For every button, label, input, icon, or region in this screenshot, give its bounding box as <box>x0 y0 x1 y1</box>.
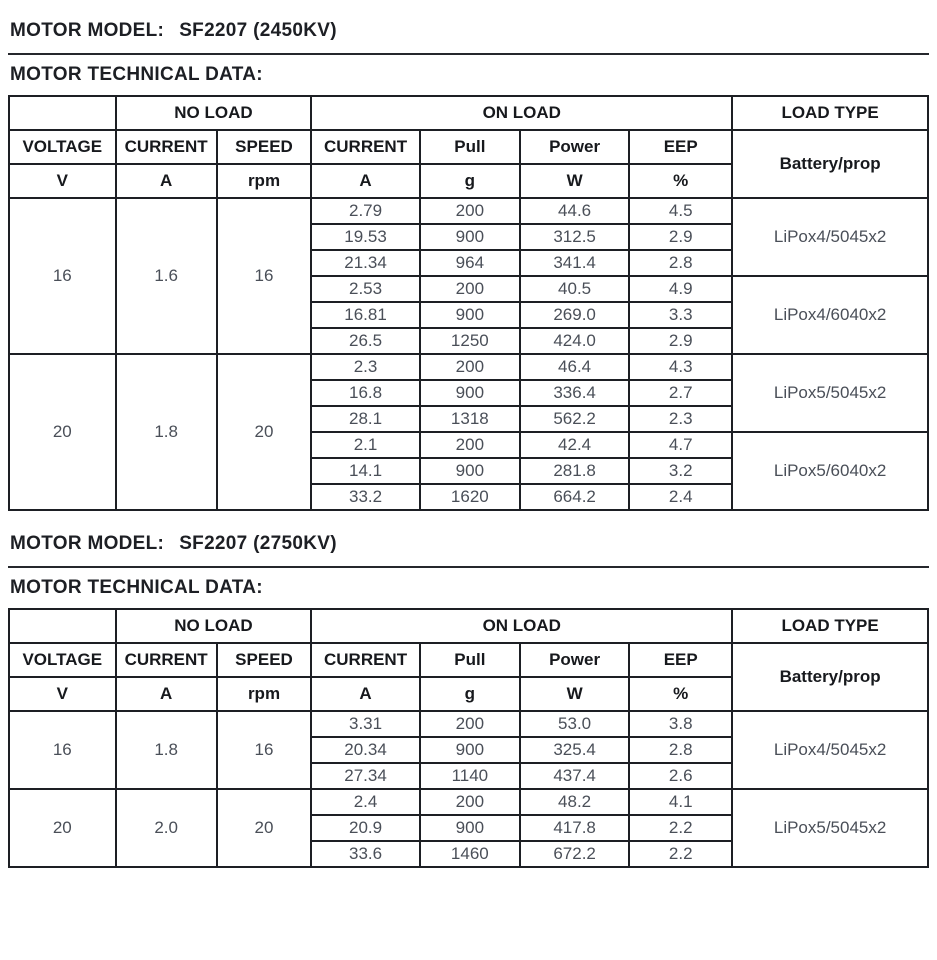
table-group-header-row <box>9 96 928 130</box>
on-load-current-cell: 2.4 <box>311 789 419 815</box>
pull-cell: 1460 <box>420 841 520 867</box>
voltage-unit: V <box>9 677 116 711</box>
power-cell: 281.8 <box>520 458 629 484</box>
table-body <box>9 711 928 867</box>
motor-model-title <box>10 20 929 42</box>
power-cell: 40.5 <box>520 276 629 302</box>
power-cell: 325.4 <box>520 737 629 763</box>
no-load-current-cell: 1.8 <box>116 354 217 510</box>
load-type-cell: LiPox5/5045x2 <box>732 354 928 432</box>
pull-unit: g <box>420 677 520 711</box>
empty-header-cell <box>9 609 116 643</box>
pull-cell: 900 <box>420 380 520 406</box>
technical-data-label: MOTOR TECHNICAL DATA: <box>10 64 263 85</box>
eep-cell: 2.8 <box>629 737 732 763</box>
speed-header: SPEED <box>217 130 312 164</box>
on-load-current-unit: A <box>311 164 419 198</box>
voltage-unit: V <box>9 164 116 198</box>
eep-cell: 4.9 <box>629 276 732 302</box>
eep-header: EEP <box>629 643 732 677</box>
pull-cell: 200 <box>420 432 520 458</box>
data-row <box>9 711 928 737</box>
data-row <box>9 354 928 380</box>
on-load-current-cell: 33.6 <box>311 841 419 867</box>
on-load-current-unit: A <box>311 677 419 711</box>
voltage-cell: 20 <box>9 789 116 867</box>
power-cell: 562.2 <box>520 406 629 432</box>
eep-cell: 3.8 <box>629 711 732 737</box>
on-load-current-cell: 28.1 <box>311 406 419 432</box>
on-load-current-cell: 2.79 <box>311 198 419 224</box>
motor-model-label: MOTOR MODEL: <box>10 533 165 554</box>
speed-cell: 20 <box>217 789 312 867</box>
power-header: Power <box>520 130 629 164</box>
eep-cell: 2.2 <box>629 841 732 867</box>
eep-cell: 2.4 <box>629 484 732 510</box>
power-cell: 269.0 <box>520 302 629 328</box>
speed-cell: 20 <box>217 354 312 510</box>
no-load-current-cell: 1.6 <box>116 198 217 354</box>
on-load-current-cell: 16.8 <box>311 380 419 406</box>
pull-cell: 900 <box>420 224 520 250</box>
power-header: Power <box>520 643 629 677</box>
load-type-cell: LiPox5/5045x2 <box>732 789 928 867</box>
on-load-current-cell: 26.5 <box>311 328 419 354</box>
pull-header: Pull <box>420 643 520 677</box>
motor-section-2750kv <box>8 533 929 868</box>
eep-cell: 3.3 <box>629 302 732 328</box>
eep-header: EEP <box>629 130 732 164</box>
load-type-cell: LiPox5/6040x2 <box>732 432 928 510</box>
on-load-current-cell: 19.53 <box>311 224 419 250</box>
battery-prop-header: Battery/prop <box>732 643 928 711</box>
title-divider <box>8 53 929 55</box>
eep-cell: 2.6 <box>629 763 732 789</box>
power-cell: 42.4 <box>520 432 629 458</box>
power-cell: 48.2 <box>520 789 629 815</box>
eep-cell: 2.3 <box>629 406 732 432</box>
motor-model-value: SF2207 (2750KV) <box>179 533 337 554</box>
eep-cell: 4.7 <box>629 432 732 458</box>
pull-cell: 900 <box>420 737 520 763</box>
on-load-current-cell: 2.53 <box>311 276 419 302</box>
no-load-current-header: CURRENT <box>116 643 217 677</box>
pull-cell: 900 <box>420 302 520 328</box>
no-load-current-unit: A <box>116 677 217 711</box>
eep-cell: 2.7 <box>629 380 732 406</box>
power-cell: 312.5 <box>520 224 629 250</box>
eep-cell: 2.2 <box>629 815 732 841</box>
on-load-current-cell: 20.34 <box>311 737 419 763</box>
motor-model-title <box>10 533 929 555</box>
pull-cell: 200 <box>420 276 520 302</box>
on-load-header: ON LOAD <box>311 609 732 643</box>
pull-cell: 200 <box>420 789 520 815</box>
table-column-header-row <box>9 643 928 677</box>
table-group-header-row <box>9 609 928 643</box>
no-load-header: NO LOAD <box>116 609 312 643</box>
motor-model-value: SF2207 (2450KV) <box>179 20 337 41</box>
pull-cell: 200 <box>420 354 520 380</box>
power-cell: 53.0 <box>520 711 629 737</box>
voltage-header: VOLTAGE <box>9 643 116 677</box>
pull-cell: 200 <box>420 711 520 737</box>
load-type-header: LOAD TYPE <box>732 96 928 130</box>
speed-unit: rpm <box>217 677 312 711</box>
power-cell: 44.6 <box>520 198 629 224</box>
pull-cell: 900 <box>420 458 520 484</box>
pull-cell: 200 <box>420 198 520 224</box>
eep-cell: 4.5 <box>629 198 732 224</box>
data-row <box>9 198 928 224</box>
eep-cell: 3.2 <box>629 458 732 484</box>
power-cell: 437.4 <box>520 763 629 789</box>
motor-section-2450kv <box>8 20 929 511</box>
eep-cell: 2.9 <box>629 224 732 250</box>
speed-cell: 16 <box>217 198 312 354</box>
on-load-current-cell: 14.1 <box>311 458 419 484</box>
on-load-current-cell: 21.34 <box>311 250 419 276</box>
voltage-header: VOLTAGE <box>9 130 116 164</box>
voltage-cell: 20 <box>9 354 116 510</box>
eep-cell: 4.1 <box>629 789 732 815</box>
title-divider <box>8 566 929 568</box>
pull-cell: 1140 <box>420 763 520 789</box>
load-type-header: LOAD TYPE <box>732 609 928 643</box>
power-cell: 424.0 <box>520 328 629 354</box>
on-load-current-header: CURRENT <box>311 130 419 164</box>
eep-cell: 2.9 <box>629 328 732 354</box>
technical-data-label: MOTOR TECHNICAL DATA: <box>10 577 263 598</box>
eep-unit: % <box>629 677 732 711</box>
table-column-header-row <box>9 130 928 164</box>
speed-header: SPEED <box>217 643 312 677</box>
speed-unit: rpm <box>217 164 312 198</box>
battery-prop-header: Battery/prop <box>732 130 928 198</box>
on-load-current-cell: 3.31 <box>311 711 419 737</box>
load-type-cell: LiPox4/6040x2 <box>732 276 928 354</box>
power-unit: W <box>520 164 629 198</box>
on-load-current-cell: 16.81 <box>311 302 419 328</box>
no-load-current-cell: 1.8 <box>116 711 217 789</box>
motor-data-table <box>8 95 929 511</box>
power-cell: 672.2 <box>520 841 629 867</box>
pull-cell: 1318 <box>420 406 520 432</box>
empty-header-cell <box>9 96 116 130</box>
on-load-current-cell: 2.3 <box>311 354 419 380</box>
motor-data-table <box>8 608 929 868</box>
on-load-header: ON LOAD <box>311 96 732 130</box>
on-load-current-cell: 27.34 <box>311 763 419 789</box>
speed-cell: 16 <box>217 711 312 789</box>
power-cell: 417.8 <box>520 815 629 841</box>
pull-unit: g <box>420 164 520 198</box>
on-load-current-header: CURRENT <box>311 643 419 677</box>
on-load-current-cell: 20.9 <box>311 815 419 841</box>
power-unit: W <box>520 677 629 711</box>
power-cell: 341.4 <box>520 250 629 276</box>
voltage-cell: 16 <box>9 711 116 789</box>
pull-header: Pull <box>420 130 520 164</box>
data-row <box>9 789 928 815</box>
no-load-current-header: CURRENT <box>116 130 217 164</box>
on-load-current-cell: 33.2 <box>311 484 419 510</box>
pull-cell: 1620 <box>420 484 520 510</box>
power-cell: 664.2 <box>520 484 629 510</box>
load-type-cell: LiPox4/5045x2 <box>732 198 928 276</box>
voltage-cell: 16 <box>9 198 116 354</box>
eep-cell: 2.8 <box>629 250 732 276</box>
power-cell: 46.4 <box>520 354 629 380</box>
pull-cell: 964 <box>420 250 520 276</box>
no-load-current-unit: A <box>116 164 217 198</box>
no-load-current-cell: 2.0 <box>116 789 217 867</box>
load-type-cell: LiPox4/5045x2 <box>732 711 928 789</box>
eep-cell: 4.3 <box>629 354 732 380</box>
table-body <box>9 198 928 510</box>
motor-model-label: MOTOR MODEL: <box>10 20 165 41</box>
pull-cell: 900 <box>420 815 520 841</box>
no-load-header: NO LOAD <box>116 96 312 130</box>
pull-cell: 1250 <box>420 328 520 354</box>
on-load-current-cell: 2.1 <box>311 432 419 458</box>
power-cell: 336.4 <box>520 380 629 406</box>
eep-unit: % <box>629 164 732 198</box>
